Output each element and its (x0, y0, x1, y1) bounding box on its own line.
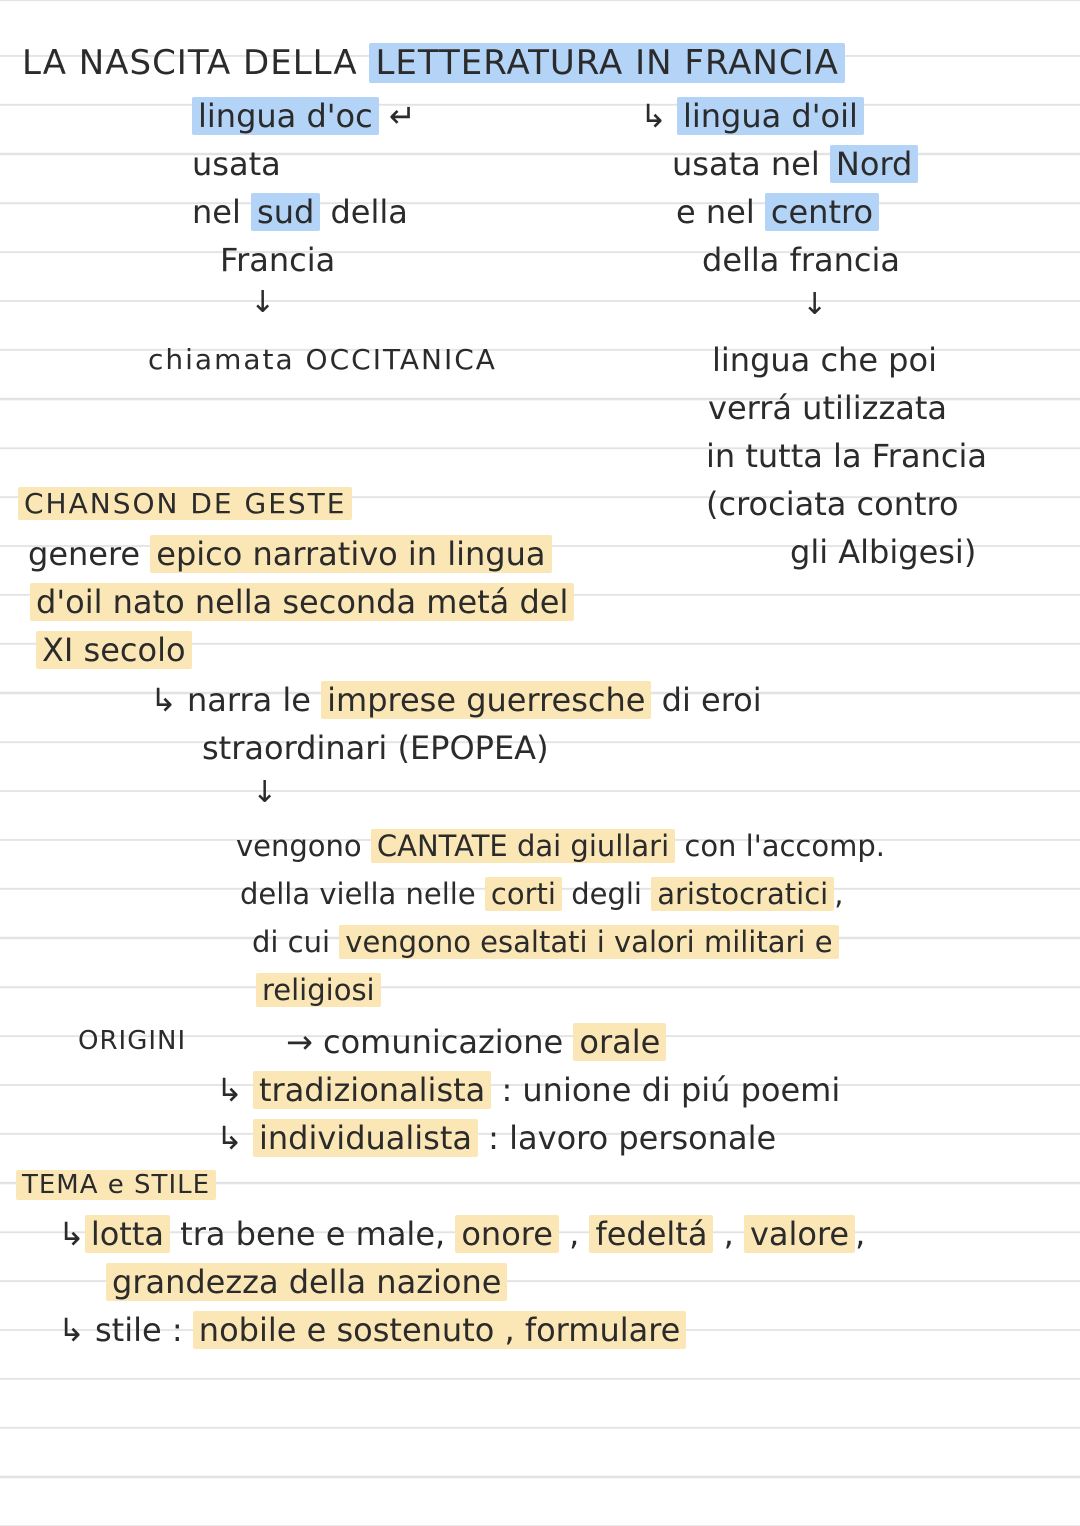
oil-line-1 (672, 145, 918, 183)
chanson-narra-b: imprese guerresche (321, 681, 651, 719)
chanson-line-1-a: genere (28, 535, 141, 573)
arrow-right-icon: ↳ (216, 1119, 243, 1157)
tema-heading (16, 1172, 216, 1198)
tema-l1-e: fedeltá (589, 1215, 713, 1253)
oil-label-row (640, 97, 864, 135)
arrow-right-icon: ↳ (58, 1311, 85, 1349)
oc-line-1: usata (192, 145, 281, 183)
chanson-cantate-4 (256, 973, 381, 1007)
origini-l2-a: tradizionalista (253, 1071, 491, 1109)
oc-label: lingua d'oc (192, 97, 379, 135)
tema-l1-d: , (569, 1215, 580, 1253)
chanson-line-3-text: XI secolo (36, 631, 192, 669)
chanson-c2-a: della viella nelle (240, 877, 476, 911)
origini-line-1 (286, 1023, 666, 1061)
oc-line-2-a: nel (192, 193, 241, 231)
origini-l1-b: orale (573, 1023, 666, 1061)
title-part-1: LA NASCITA DELLA (22, 43, 358, 83)
oc-result: chiamata OCCITANICA (148, 343, 497, 376)
chanson-c3-b: vengono esaltati i valori militari e (339, 925, 838, 959)
arrow-down-icon: ↓ (802, 287, 828, 322)
tema-stile-b: : (171, 1311, 183, 1349)
chanson-c3-a: di cui (252, 925, 331, 959)
oil-result-3: in tutta la Francia (706, 437, 987, 475)
origini-label: ORIGINI (78, 1026, 187, 1056)
tema-stile-c: nobile e sostenuto , formulare (193, 1311, 687, 1349)
origini-l3-a: individualista (253, 1119, 478, 1157)
chanson-heading (18, 487, 352, 520)
origini-l2-b: : unione di piú poemi (501, 1071, 841, 1109)
origini-l3-b: : lavoro personale (488, 1119, 777, 1157)
oil-result-4: (crociata contro (706, 485, 959, 523)
chanson-c1-b: CANTATE dai giullari (371, 829, 675, 863)
oil-result-2: verrá utilizzata (708, 389, 948, 427)
tema-line-2 (106, 1263, 507, 1301)
oil-line-3: della francia (702, 241, 900, 279)
chanson-narra-a: narra le (186, 681, 311, 719)
oil-line-1-a: usata nel (672, 145, 820, 183)
chanson-line-3 (36, 631, 192, 669)
oc-line-2-b: sud (251, 193, 320, 231)
chanson-c1-a: vengono (236, 829, 362, 863)
chanson-line-2-text: d'oil nato nella seconda metá del (30, 583, 574, 621)
chanson-c4-text: religiosi (256, 973, 381, 1007)
arrow-down-icon: ↓ (250, 285, 276, 320)
oc-line-2 (192, 193, 408, 231)
tema-l1-h: , (855, 1215, 866, 1253)
oil-result-5: gli Albigesi) (790, 533, 977, 571)
chanson-c2-c: degli (571, 877, 642, 911)
oil-line-2 (676, 193, 879, 231)
oil-result-1: lingua che poi (712, 341, 937, 379)
origini-l1-a: comunicazione (322, 1023, 564, 1061)
arrow-right-icon: ↳ (58, 1215, 85, 1253)
arrow-down-icon: ↓ (252, 775, 278, 810)
oil-line-2-b: centro (765, 193, 879, 231)
tema-stile (58, 1311, 686, 1349)
chanson-line-1 (28, 535, 552, 573)
oil-line-1-b: Nord (830, 145, 918, 183)
tema-l2-text: grandezza della nazione (106, 1263, 507, 1301)
page-title (22, 43, 845, 83)
chanson-line-1-b: epico narrativo in lingua (150, 535, 551, 573)
chanson-line-2 (30, 583, 574, 621)
chanson-c1-c: con l'accomp. (684, 829, 885, 863)
arrow-right-icon: → (286, 1023, 313, 1061)
chanson-cantate-3 (252, 925, 839, 959)
tema-l1-c: onore (455, 1215, 559, 1253)
origini-line-3 (216, 1119, 777, 1157)
chanson-narra (150, 681, 762, 719)
origini-line-2 (216, 1071, 841, 1109)
tema-stile-a: stile (94, 1311, 162, 1349)
arrow-right-icon: ↳ (640, 97, 667, 135)
arrow-right-icon: ↳ (150, 681, 177, 719)
oc-line-2-c: della (330, 193, 408, 231)
oil-label: lingua d'oil (677, 97, 864, 135)
chanson-narra-c: di eroi (661, 681, 762, 719)
tema-heading-text: TEMA e STILE (16, 1170, 216, 1200)
oil-line-2-a: e nel (676, 193, 755, 231)
chanson-c2-e: , (834, 877, 844, 911)
tema-l1-g: valore (744, 1215, 855, 1253)
tema-l1-f: , (723, 1215, 734, 1253)
oc-line-3: Francia (220, 241, 336, 279)
chanson-c2-d: aristocratici (651, 877, 834, 911)
chanson-heading-text: CHANSON DE GESTE (18, 487, 352, 520)
oc-label-row (192, 97, 416, 135)
chanson-cantate-1 (236, 829, 885, 863)
chanson-c2-b: corti (485, 877, 562, 911)
arrow-right-icon: ↳ (216, 1071, 243, 1109)
title-part-2: LETTERATURA IN FRANCIA (369, 43, 844, 83)
tema-l1-b: tra bene e male, (180, 1215, 446, 1253)
chanson-narra-2: straordinari (EPOPEA) (202, 729, 549, 767)
chanson-cantate-2 (240, 877, 844, 911)
tema-line-1 (58, 1215, 866, 1253)
tema-l1-a: lotta (85, 1215, 170, 1253)
arrow-hook-icon: ↵ (388, 97, 416, 135)
